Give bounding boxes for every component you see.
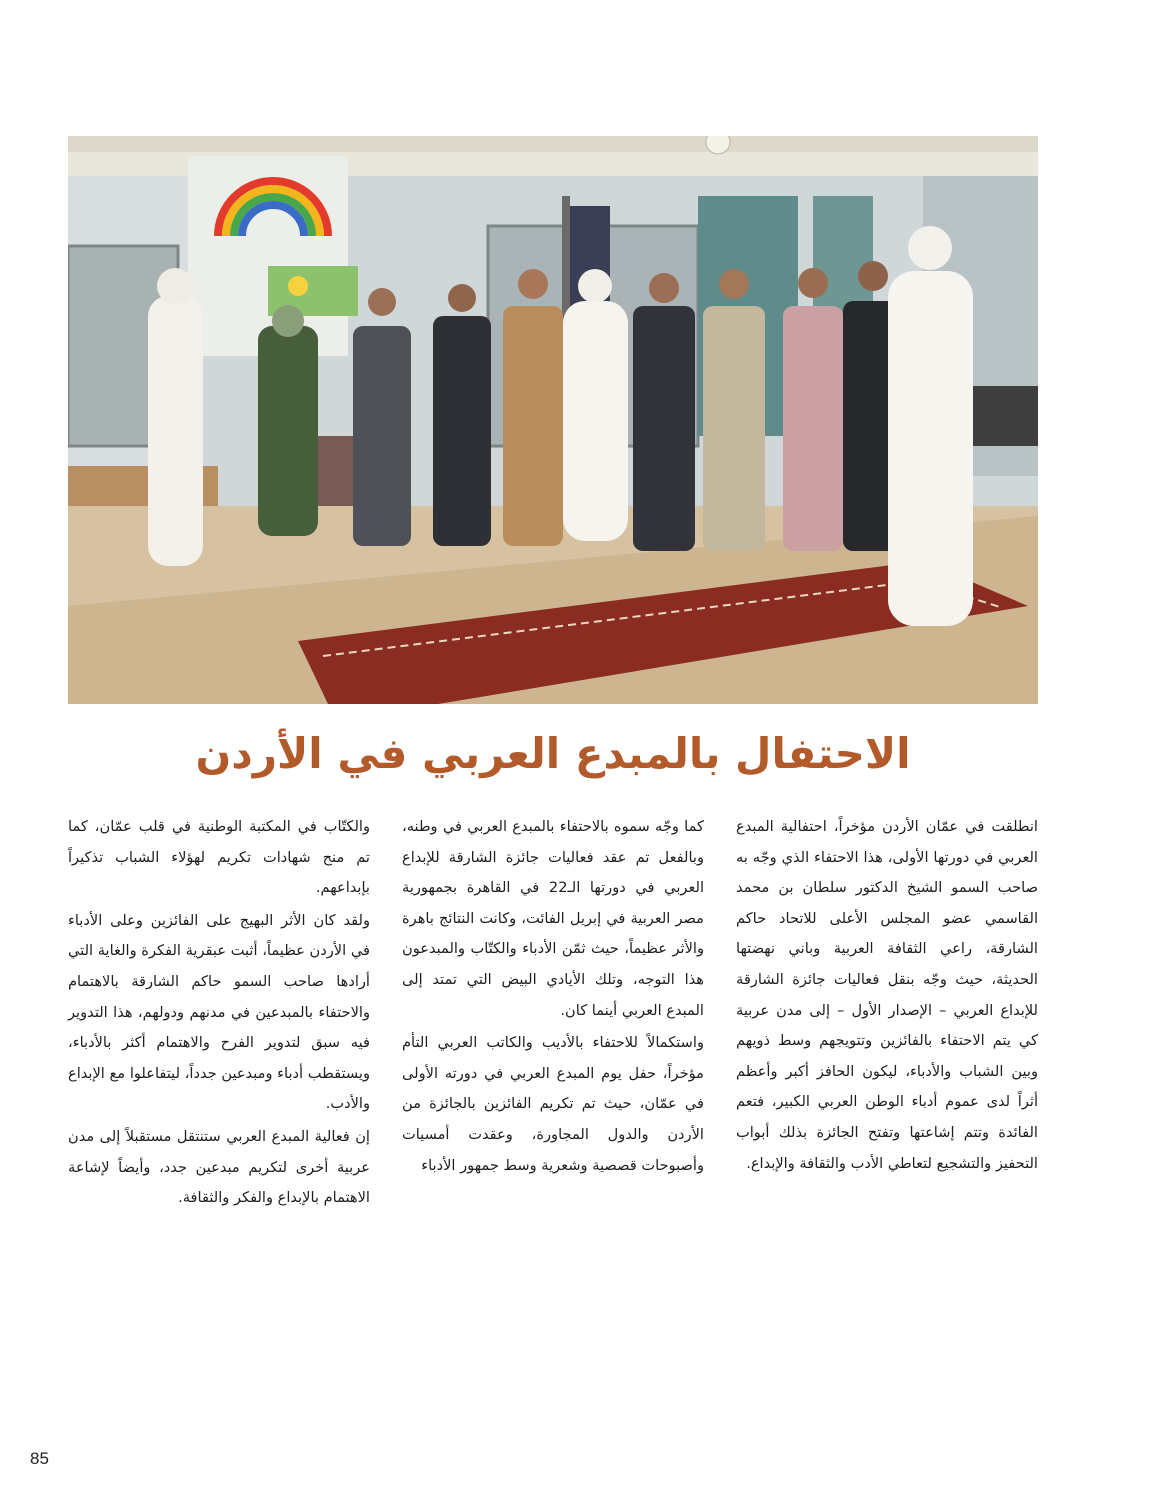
group-photo-icon (68, 136, 1038, 704)
page-number: 85 (30, 1449, 49, 1468)
paragraph: كما وجّه سموه بالاحتفاء بالمبدع العربي في وطنه، وبالفعل تم عقد فعاليات جائزة الشارقة للإبداع العربي في دورتها الـ22 في القاهرة بجمهورية مصر العربية في إبريل الفائت، وكانت النتائج باهرة والأثر عظيماً، حيث ثمّن الأدباء والكتّاب والمبدعون هذا التوجه، وتلك الأيادي البيض التي تمتد إلى المبدع العربي أينما كان. (402, 818, 704, 1019)
paragraph: واستكمالاً للاحتفاء بالأديب والكاتب العربي التأم مؤخراً، حفل يوم المبدع العربي في دورته الأولى في عمّان، حيث تم تكريم الفائزين بالجائزة من الأردن والدول المجاورة، وعقدت أمسيات وأصبوحات قصصية وشعرية وسط جمهور الأدباء (402, 1034, 704, 1174)
paragraph: ولقد كان الأثر البهيج على الفائزين وعلى الأدباء في الأردن عظيماً، أثبت عبقرية الفكرة والغاية التي أرادها صاحب السمو حاكم الشارقة بالاهتمام والاحتفاء بالمبدعين في مدنهم ودولهم، هذا التدوير فيه سبق لتدوير الفرح والاهتمام أكثر بالأدباء، ويستقطب أدباء ومبدعين جدداً، ليتفاعلوا مع الإبداع والأدب. (68, 911, 370, 1113)
paragraph: إن فعالية المبدع العربي ستنتقل مستقبلاً إلى مدن عربية أخرى لتكريم مبدعين جدد، وأيضاً لإشاعة الاهتمام بالإبداع والفكر والثقافة. (68, 1127, 370, 1207)
article-column-left (68, 812, 370, 1216)
paragraph: والكتّاب في المكتبة الوطنية في قلب عمّان، كما تم منح شهادات تكريم لهؤلاء الشباب تذكيراً بإبداعهم. (68, 818, 370, 897)
group-photo (68, 136, 1038, 704)
article-column-middle (402, 812, 704, 1183)
paragraph: انطلقت في عمّان الأردن مؤخراً، احتفالية المبدع العربي في دورتها الأولى، هذا الاحتفاء الذي وجّه به صاحب السمو الشيخ الدكتور سلطان بن محمد القاسمي عضو المجلس الأعلى للاتحاد حاكم الشارقة، راعي الثقافة العربية وباني نهضتها الحديثة، حيث وجّه بنقل فعاليات جائزة الشارقة للإبداع العربي – الإصدار الأول – إلى مدن عربية كي يتم الاحتفاء بالفائزين وتتويجهم وسط ذويهم وبين الشباب والأدباء، ليكون الحافز أكبر وأعظم أثراً لدى عموم أدباء الوطن العربي الكبير، فتعم الفائدة وتتم إشاعتها وتفتح الجائزة بذلك أبواب التحفيز والتشجيع لتعاطي الأدب والثقافة والإبداع. (736, 818, 1038, 1172)
article-title: الاحتفال بالمبدع العربي في الأردن (195, 729, 911, 778)
article-column-right (736, 812, 1038, 1181)
